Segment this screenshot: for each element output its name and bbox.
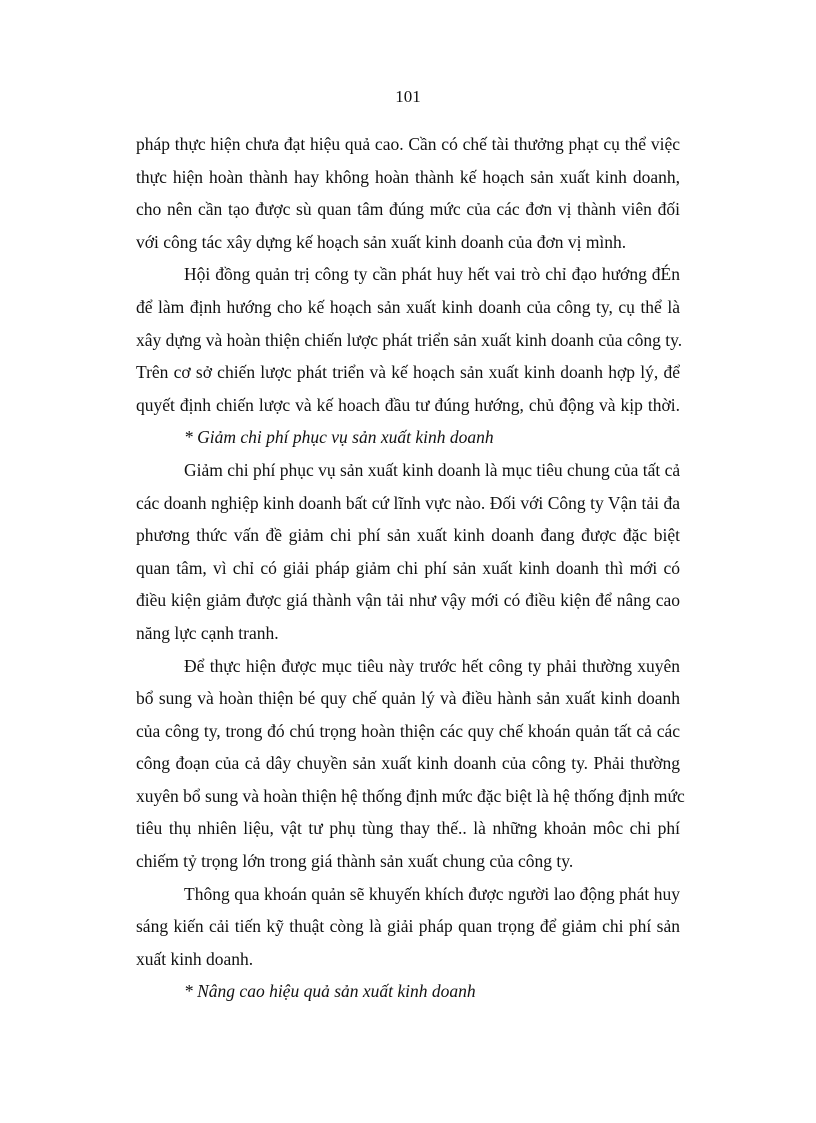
text-line: tiêu thụ nhiên liệu, vật tư phụ tùng thay thế.. là những khoản môc chi phí [136, 818, 680, 839]
text-line: điều kiện giảm được giá thành vận tải như vậy mới có điều kiện để nâng cao [136, 590, 680, 611]
text-line: thực hiện hoàn thành hay không hoàn thành kế hoạch sản xuất kinh doanh, [136, 166, 680, 187]
text-line: xây dựng và hoàn thiện chiến lược phát triển sản xuất kinh doanh của công ty. [136, 329, 683, 350]
text-line: để làm định hướng cho kế hoạch sản xuất kinh doanh của công ty, cụ thể là [136, 296, 680, 317]
text-line: các doanh nghiệp kinh doanh bất cứ lĩnh vực nào. Đối với Công ty Vận tải đa [136, 492, 680, 513]
text-line: xuyên bổ sung và hoàn thiện hệ thống định mức đặc biệt là hệ thống định mức [136, 785, 685, 806]
text-line: phương thức vấn đề giảm chi phí sản xuất kinh doanh đang được đặc biệt [136, 525, 680, 546]
text-line: Để thực hiện được mục tiêu này trước hết công ty phải thường xuyên [184, 655, 680, 676]
text-line: bổ sung và hoàn thiện bé quy chế quản lý và điều hành sản xuất kinh doanh [136, 688, 680, 709]
text-line: sáng kiến cải tiến kỹ thuật còng là giải pháp quan trọng để giảm chi phí sản [136, 916, 680, 937]
text-line: Hội đồng quản trị công ty cần phát huy hết vai trò chỉ đạo hướng đÉn [184, 264, 680, 285]
text-line: năng lực cạnh tranh. [136, 622, 279, 643]
text-line: chiếm tỷ trọng lớn trong giá thành sản xuất chung của công ty. [136, 851, 574, 872]
text-line: với công tác xây dựng kế hoạch sản xuất kinh doanh của đơn vị mình. [136, 231, 627, 252]
text-line: quan tâm, vì chỉ có giải pháp giảm chi phí sản xuất kinh doanh thì mới có [136, 557, 680, 578]
text-line: Giảm chi phí phục vụ sản xuất kinh doanh là mục tiêu chung của tất cả [184, 459, 681, 480]
text-line: công đoạn của cả dây chuyền sản xuất kinh doanh của công ty. Phải thường [136, 753, 680, 774]
page-number: 101 [395, 87, 421, 106]
text-line: Thông qua khoán quản sẽ khuyến khích được người lao động phát huy [184, 883, 680, 904]
text-line: Trên cơ sở chiến lược phát triển và kế hoạch sản xuất kinh doanh hợp lý, để [136, 362, 680, 383]
text-line: cho nên cần tạo được sù quan tâm đúng mức của các đơn vị thành viên đối [136, 199, 680, 220]
text-line: xuất kinh doanh. [136, 948, 254, 969]
section-heading: * Giảm chi phí phục vụ sản xuất kinh doanh [184, 427, 494, 448]
text-line: của công ty, trong đó chú trọng hoàn thiện các quy chế khoán quản tất cả các [136, 720, 680, 741]
section-heading: * Nâng cao hiệu quả sản xuất kinh doanh [184, 981, 476, 1002]
body-text [136, 128, 685, 1008]
text-line: quyết định chiến lược và kế hoach đầu tư đúng hướng, chủ động và kịp thời. [136, 394, 680, 415]
text-line: pháp thực hiện chưa đạt hiệu quả cao. Cần có chế tài thưởng phạt cụ thể việc [136, 134, 680, 154]
